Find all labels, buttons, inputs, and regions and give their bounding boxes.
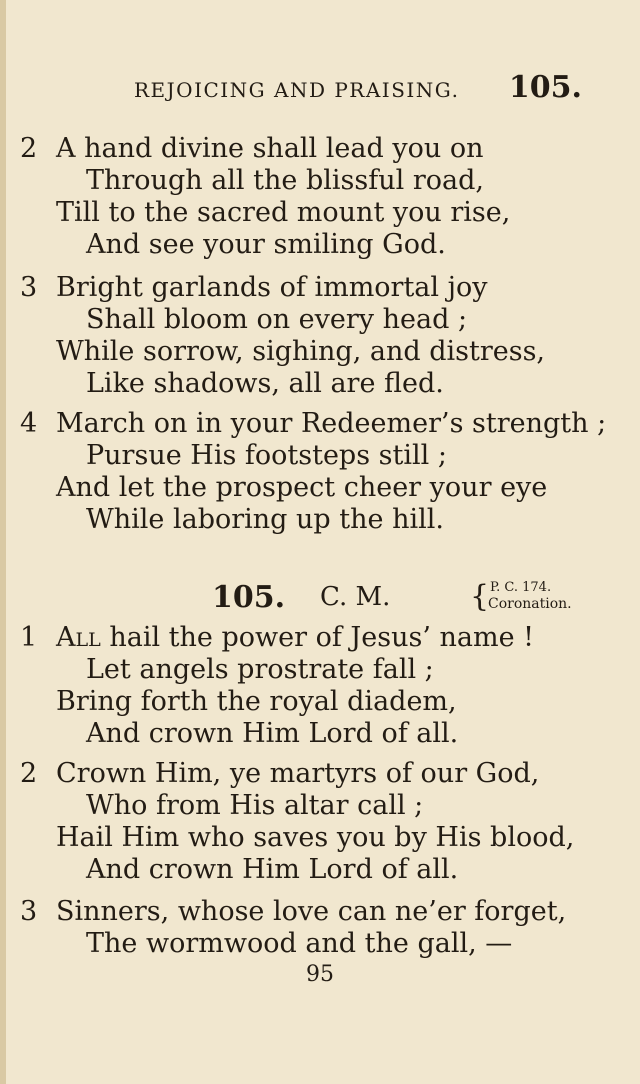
verse-line: And crown Him Lord of all. [86,854,459,885]
verse-line: And let the prospect cheer your eye [56,472,548,503]
tune-reference: P. C. 174. [490,580,552,595]
verse-line: And see your smiling God. [86,229,446,260]
verse-number: 3 [20,272,38,303]
first-line-rest: hail the power of Jesus’ name ! [109,622,534,653]
verse-number: 2 [20,133,38,164]
verse-line: While laboring up the hill. [86,504,444,535]
verse-line: The wormwood and the gall, — [86,928,513,959]
verse-line-first [56,622,534,654]
running-title: REJOICING AND PRAISING. [134,78,460,102]
verse-line: A hand divine shall lead you on [56,133,484,164]
verse-line: Shall bloom on every head ; [86,304,468,335]
hymn-meter: C. M. [320,582,391,612]
first-word-small-caps: All [56,622,101,653]
verse-line: Till to the sacred mount you rise, [56,197,511,228]
hymn-heading [0,580,640,620]
verse-line: Crown Him, ye martyrs of our God, [56,758,540,789]
verse-line: Let angels prostrate fall ; [86,654,434,685]
hymn-number: 105. [212,580,286,615]
verse-line: Bring forth the royal diadem, [56,686,457,717]
brace-glyph: { [470,579,490,614]
hymn-page-number: 105. [508,70,582,105]
verse-number: 1 [20,622,38,653]
verse-line: Like shadows, all are fled. [86,368,444,399]
tune-name: Coronation. [488,596,572,612]
verse-number: 3 [20,896,38,927]
verse-number: 2 [20,758,38,789]
verse-line: And crown Him Lord of all. [86,718,459,749]
verse-line: Sinners, whose love can ne’er forget, [56,896,567,927]
verse-line: Bright garlands of immortal joy [56,272,488,303]
verse-line: While sorrow, sighing, and distress, [56,336,546,367]
verse-line: Hail Him who saves you by His blood, [56,822,575,853]
verse-line: Who from His altar call ; [86,790,424,821]
verse-line: March on in your Redeemer’s strength ; [56,408,607,439]
verse-line: Pursue His footsteps still ; [86,440,447,471]
footer-page-number: 95 [306,962,334,987]
page-spine-edge [0,0,6,1084]
page-header [0,70,640,110]
verse-number: 4 [20,408,38,439]
verse-line: Through all the blissful road, [86,165,484,196]
